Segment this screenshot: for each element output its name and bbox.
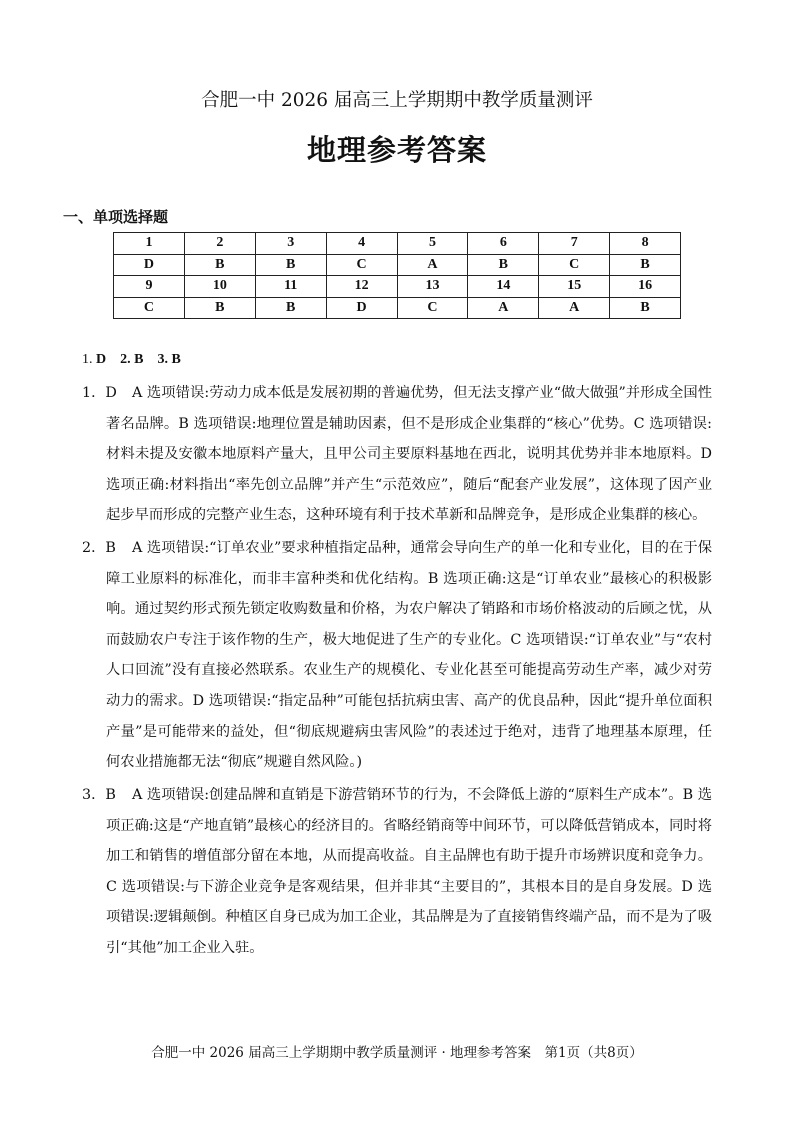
explanation-2 (82, 533, 712, 778)
question-number-row (114, 233, 681, 255)
table-cell: C (397, 297, 468, 319)
explanation-label: 1．D (82, 385, 117, 401)
explanation-text: A 选项错误:“订单农业”要求种植指定品种，通常会导向生产的单一化和专业化，目的在于保障工业原料的标准化，而非丰富种类和优化结构。B 选项正确:这是“订单农业”最核心的积极影响。通过契约形式预先锁定收购数量和价格，为农户解决了销路和市场价格波动的后顾之忧，从而鼓励农户专注于该作物的生产，极大地促进了生产的专业化。C 选项错误:“订单农业”与“农村人口回流”没有直接必然联系。农业生产的规模化、专业化甚至可能提高劳动生产率，减少对劳动力的需求。D 选项错误:“指定品种”可能包括抗病虫害、高产的优良品种，因此“提升单位面积产量”是可能带来的益处，但“彻底规避病虫害风险”的表述过于绝对，违背了地理基本原理，任何农业措施都无法“彻底”规避自然风险。) (106, 540, 712, 771)
explanation-label: 3．B (82, 787, 116, 803)
table-cell: B (610, 254, 681, 276)
explanation-text: A 选项错误:劳动力成本低是发展初期的普遍优势，但无法支撑产业“做大做强”并形成全国性著名品牌。B 选项错误:地理位置是辅助因素，但不是形成企业集群的“核心”优势。C 选项错误:材料未提及安徽本地原料产量大，且甲公司主要原料基地在西北，说明其优势并非本地原料。D 选项正确:材料指出“率先创立品牌”并产生“示范效应”，随后“配套产业发展”，这体现了因产业起步早而形成的完整产业生态，这种环境有利于技术革新和品牌竞争，是形成企业集群的核心。 (106, 385, 712, 524)
table-cell: 13 (397, 276, 468, 298)
answer-summary (82, 352, 181, 368)
table-cell: 3 (255, 233, 326, 255)
section-heading: 一、单项选择题 (63, 208, 169, 226)
table-cell: 8 (610, 233, 681, 255)
table-cell: 9 (114, 276, 185, 298)
table-cell: B (255, 254, 326, 276)
table-cell: B (184, 254, 255, 276)
table-cell: 14 (468, 276, 539, 298)
summary-answer: B (171, 352, 181, 367)
table-cell: B (610, 297, 681, 319)
explanation-text: A 选项错误:创建品牌和直销是下游营销环节的行为，不会降低上游的“原料生产成本”。B 选项正确:这是“产地直销”最核心的经济目的。省略经销商等中间环节，可以降低营销成本，同时将加工和销售的增值部分留在本地，从而提高收益。自主品牌也有助于提升市场辨识度和竞争力。C 选项错误:与下游企业竞争是客观结果，但并非其“主要目的”，其根本目的是自身发展。D 选项错误:逻辑颠倒。种植区自身已成为加工企业，其品牌是为了直接销售终端产品，而不是为了吸引“其他”加工企业入驻。 (106, 787, 712, 956)
table-cell: 7 (539, 233, 610, 255)
table-cell: 5 (397, 233, 468, 255)
table-cell: 4 (326, 233, 397, 255)
summary-answer: B (134, 352, 144, 367)
table-cell: C (114, 297, 185, 319)
document-title: 合肥一中 2026 届高三上学期期中教学质量测评 (201, 90, 593, 111)
table-cell: D (114, 254, 185, 276)
question-number-row (114, 276, 681, 298)
table-cell: 12 (326, 276, 397, 298)
table-cell: 6 (468, 233, 539, 255)
page-footer: 合肥一中 2026 届高三上学期期中教学质量测评 · 地理参考答案 第1页（共8页） (151, 1045, 643, 1061)
summary-number: 1. (82, 352, 93, 367)
table-cell: A (468, 297, 539, 319)
table-cell: 15 (539, 276, 610, 298)
explanation-3 (82, 780, 712, 964)
answer-row (114, 254, 681, 276)
table-cell: A (397, 254, 468, 276)
table-cell: 10 (184, 276, 255, 298)
summary-answer: D (96, 352, 107, 367)
table-cell: 16 (610, 276, 681, 298)
answer-row (114, 297, 681, 319)
table-cell: 2 (184, 233, 255, 255)
explanation-label: 2．B (82, 540, 116, 556)
summary-number: 3. (157, 352, 168, 367)
table-cell: 11 (255, 276, 326, 298)
table-cell: D (326, 297, 397, 319)
table-cell: B (468, 254, 539, 276)
table-cell: C (326, 254, 397, 276)
table-cell: A (539, 297, 610, 319)
summary-number: 2. (120, 352, 131, 367)
document-subtitle: 地理参考答案 (306, 133, 487, 167)
table-cell: B (184, 297, 255, 319)
explanation-1 (82, 378, 712, 531)
table-cell: B (255, 297, 326, 319)
table-cell: 1 (114, 233, 185, 255)
table-cell: C (539, 254, 610, 276)
answer-table (113, 232, 681, 319)
